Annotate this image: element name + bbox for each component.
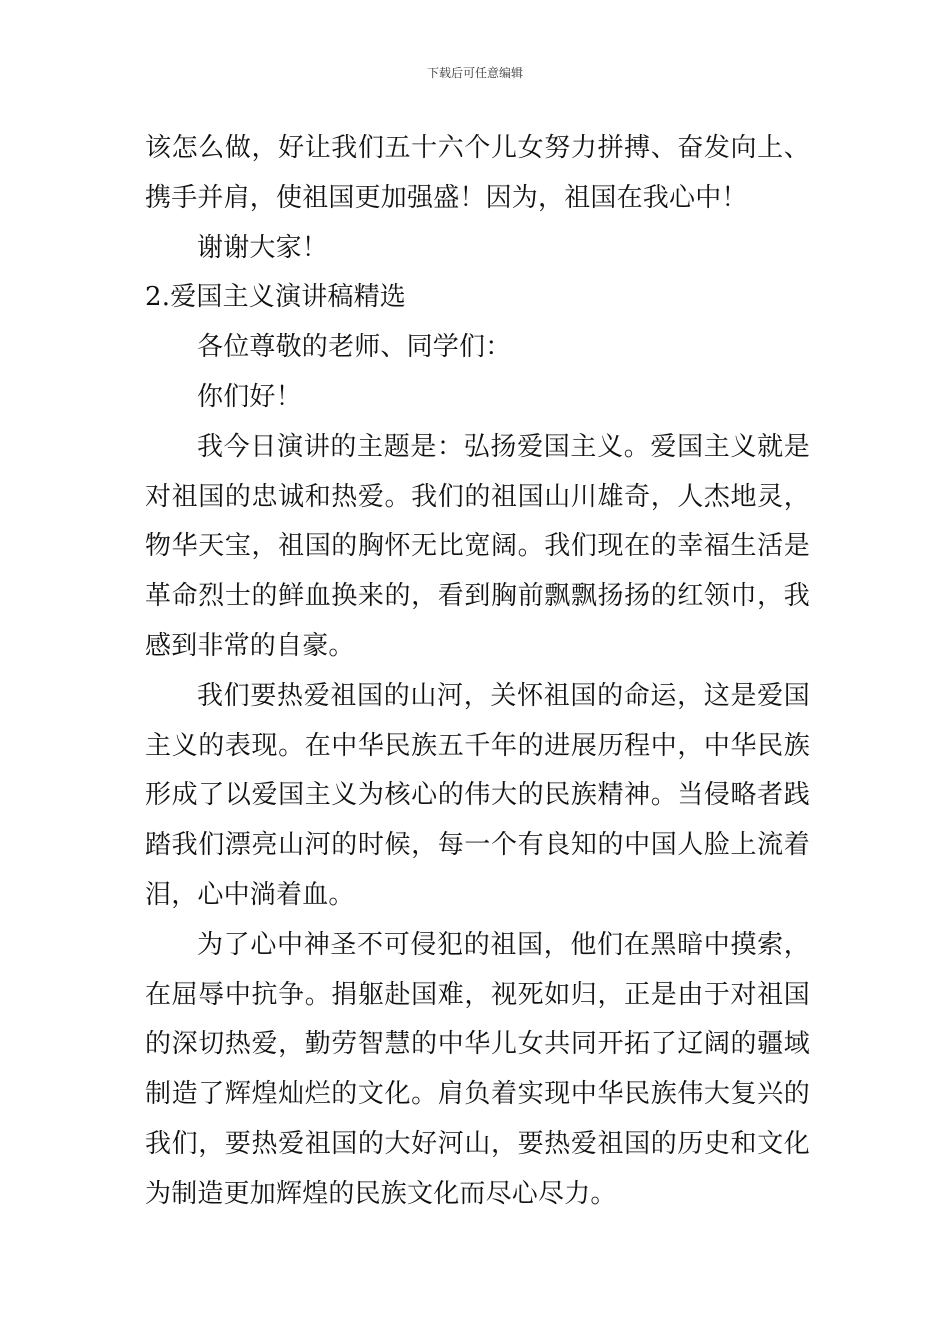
paragraph: 该怎么做，好让我们五十六个儿女努力拼搏、奋发向上、携手并肩，使祖国更加强盛！因为，祖国在我心中！ — [145, 133, 810, 213]
paragraph: 为了心中神圣不可侵犯的祖国，他们在黑暗中摸索，在屈辱中抗争。捐躯赴国难，视死如归，正是由于对祖国的深切热爱，勤劳智慧的中华儿女共同开拓了辽阔的疆域制造了辉煌灿烂的文化。肩负着实现中华民族伟大复兴的我们，要热爱祖国的大好河山，要热爱祖国的历史和文化为制造更加辉煌的民族文化而尽心尽力。 — [145, 929, 810, 1209]
section-heading: 2.爱国主义演讲稿精选 — [145, 282, 407, 313]
paragraph: 我今日演讲的主题是：弘扬爱国主义。爱国主义就是对祖国的忠诚和热爱。我们的祖国山川雄奇，人杰地灵，物华天宝，祖国的胸怀无比宽阔。我们现在的幸福生活是革命烈士的鲜血换来的，看到胸前飘飘扬扬的红领巾，我感到非常的自豪。 — [145, 431, 810, 661]
header-note: 下载后可任意编辑 — [426, 66, 523, 80]
paragraph: 各位尊敬的老师、同学们： — [197, 332, 512, 363]
paragraph: 我们要热爱祖国的山河，关怀祖国的命运，这是爱国主义的表现。在中华民族五千年的进展历程中，中华民族形成了以爱国主义为核心的伟大的民族精神。当侵略者践踏我们漂亮山河的时候，每一个有良知的中国人脸上流着泪，心中淌着血。 — [145, 680, 810, 910]
paragraph: 谢谢大家！ — [197, 232, 329, 263]
document-body — [145, 124, 810, 1220]
paragraph: 你们好！ — [197, 381, 302, 412]
